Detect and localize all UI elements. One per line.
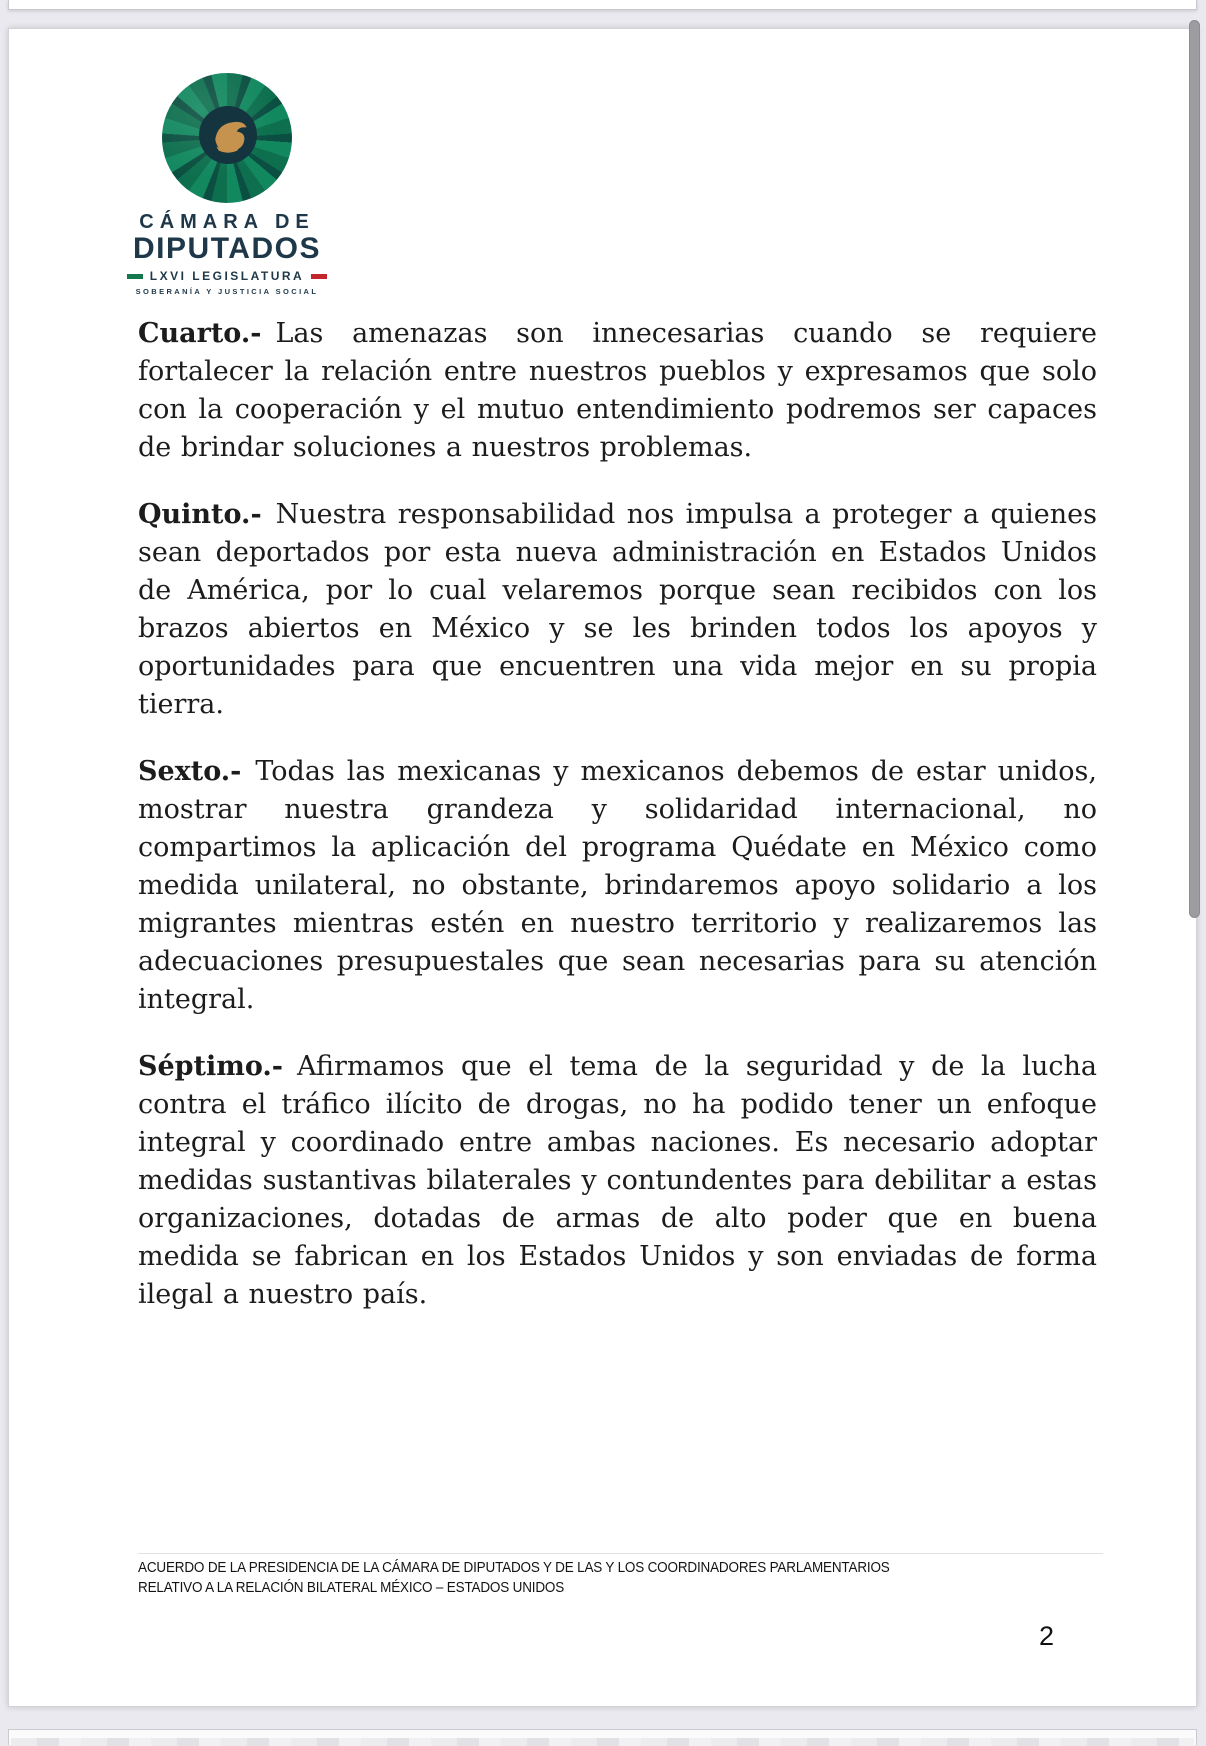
logo-org-name-line1: CÁMARA DE (139, 211, 315, 233)
coat-of-arms-emblem (162, 73, 292, 203)
paragraph-sexto (138, 753, 1097, 1019)
footer-line-2: RELATIVO A LA RELACIÓN BILATERAL MÉXICO – ESTADOS UNIDOS (138, 1578, 565, 1596)
paragraph-text: Afirmamos que el tema de la seguridad y de la lucha contra el tráfico ilícito de drogas, no ha podido tener un enfoque integral y coordinado entre ambas naciones. Es necesario adoptar medidas sustantivas bilaterales y contundentes para debilitar a estas organizaciones, dotadas de armas de alto poder que en buena medida se fabrican en los Estados Unidos y son enviadas de forma ilegal a nuestro país. (138, 1051, 1097, 1310)
camara-de-diputados-logo (127, 73, 327, 296)
flag-green-bar (127, 274, 143, 279)
page-number: 2 (1039, 1621, 1055, 1651)
logo-legislature-label: LXVI LEGISLATURA (149, 269, 305, 283)
paragraph-text: Todas las mexicanas y mexicanos debemos de estar unidos, mostrar nuestra grandeza y solidaridad internacional, no compartimos la aplicación del programa Quédate en México como medida unilateral, no obstante, brindaremos apoyo solidario a los migrantes mientras estén en nuestro territorio y realizaremos las adecuaciones presupuestales que sean necesarias para su atención integral. (138, 756, 1097, 1015)
paragraph-lead: Sexto.- (138, 756, 242, 787)
logo-legislature-row (127, 269, 327, 283)
paragraph-lead: Cuarto.- (138, 318, 262, 349)
paragraph-text: Las amenazas son innecesarias cuando se requiere fortalecer la relación entre nuestros pueblos y expresamos que solo con la cooperación y el mutuo entendimiento podremos ser capaces de brindar soluciones a nuestros problemas. (138, 318, 1097, 463)
next-page-edge (8, 1729, 1197, 1745)
paragraph-lead: Séptimo.- (138, 1051, 283, 1082)
flag-red-bar (311, 274, 327, 279)
paragraph-septimo (138, 1048, 1097, 1314)
document-body (138, 315, 1097, 1343)
document-footer (138, 1553, 1103, 1597)
scrollbar-thumb[interactable] (1189, 20, 1200, 918)
footer-line-1: ACUERDO DE LA PRESIDENCIA DE LA CÁMARA DE DIPUTADOS Y DE LAS Y LOS COORDINADORES PARLAMENTARIOS (138, 1559, 890, 1576)
paragraph-quinto (138, 496, 1097, 724)
paragraph-text: Nuestra responsabilidad nos impulsa a proteger a quienes sean deportados por esta nueva administración en Estados Unidos de América, por lo cual velaremos porque sean recibidos con los brazos abiertos en México y se les brinden todos los apoyos y oportunidades para que encuentren una vida mejor en su propia tierra. (138, 499, 1097, 720)
document-page (8, 28, 1197, 1707)
eagle-icon (199, 106, 257, 164)
paragraph-lead: Quinto.- (138, 499, 262, 530)
logo-motto: SOBERANÍA Y JUSTICIA SOCIAL (135, 287, 319, 296)
paragraph-cuarto (138, 315, 1097, 467)
previous-page-edge (8, 0, 1197, 10)
logo-org-name-line2: DIPUTADOS (133, 232, 321, 265)
